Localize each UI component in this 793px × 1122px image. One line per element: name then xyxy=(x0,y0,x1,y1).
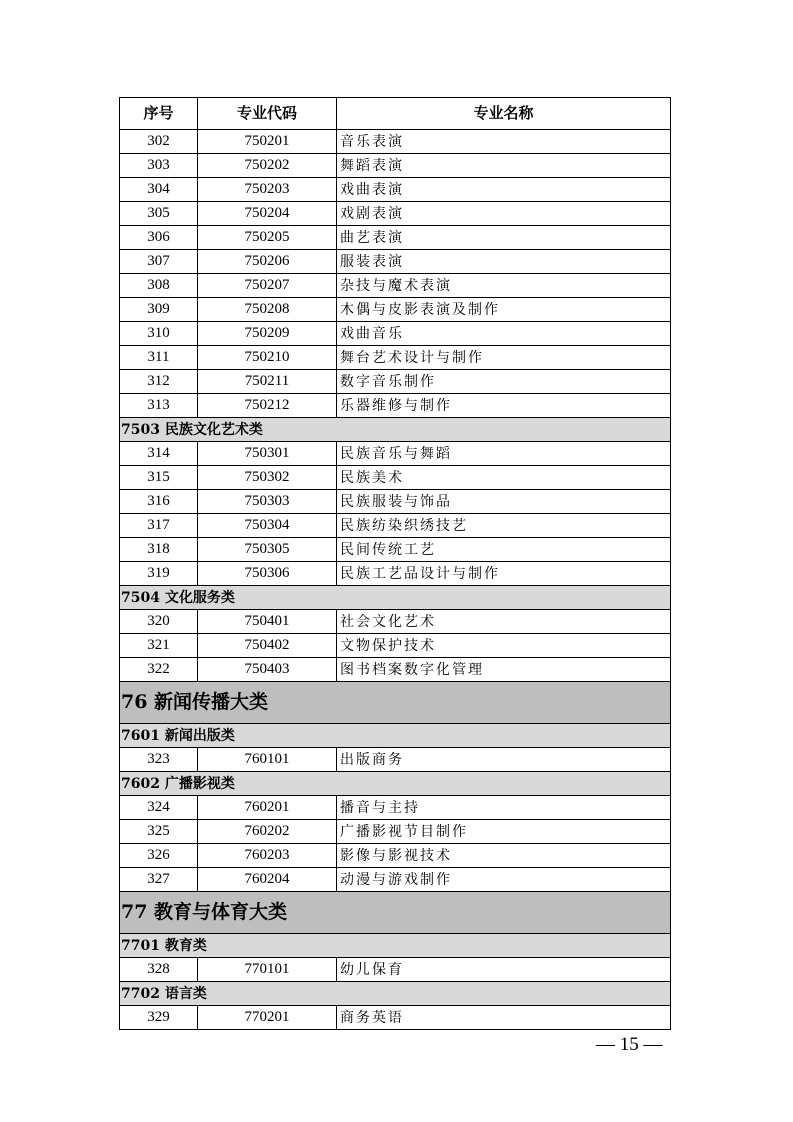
major-code: 760101 xyxy=(198,748,337,772)
major-code: 770201 xyxy=(198,1006,337,1030)
serial-number: 320 xyxy=(120,610,198,634)
table-row xyxy=(120,658,671,682)
table-row xyxy=(120,796,671,820)
serial-number: 317 xyxy=(120,514,198,538)
table-row xyxy=(120,442,671,466)
serial-number: 305 xyxy=(120,202,198,226)
serial-number: 318 xyxy=(120,538,198,562)
table-row xyxy=(120,844,671,868)
table-row xyxy=(120,130,671,154)
table-row xyxy=(120,322,671,346)
major-code: 750207 xyxy=(198,274,337,298)
major-name: 民族音乐与舞蹈 xyxy=(337,442,671,466)
table-row xyxy=(120,958,671,982)
major-name: 动漫与游戏制作 xyxy=(337,868,671,892)
serial-number: 323 xyxy=(120,748,198,772)
serial-number: 311 xyxy=(120,346,198,370)
subcategory-label: 7601 新闻出版类 xyxy=(120,724,671,748)
major-code: 750203 xyxy=(198,178,337,202)
major-name: 戏曲表演 xyxy=(337,178,671,202)
serial-number: 328 xyxy=(120,958,198,982)
serial-number: 307 xyxy=(120,250,198,274)
table-row xyxy=(120,1006,671,1030)
table-row xyxy=(120,394,671,418)
serial-number: 308 xyxy=(120,274,198,298)
table-row xyxy=(120,274,671,298)
serial-number: 309 xyxy=(120,298,198,322)
major-name: 文物保护技术 xyxy=(337,634,671,658)
major-name: 民族服装与饰品 xyxy=(337,490,671,514)
table-row xyxy=(120,562,671,586)
major-name: 戏曲音乐 xyxy=(337,322,671,346)
major-code: 760201 xyxy=(198,796,337,820)
serial-number: 302 xyxy=(120,130,198,154)
serial-number: 315 xyxy=(120,466,198,490)
major-code: 750304 xyxy=(198,514,337,538)
major-name: 民族纺染织绣技艺 xyxy=(337,514,671,538)
subcategory-row xyxy=(120,586,671,610)
serial-number: 316 xyxy=(120,490,198,514)
table-row xyxy=(120,298,671,322)
subcategory-label: 7702 语言类 xyxy=(120,982,671,1006)
major-category-label: 77 教育与体育大类 xyxy=(120,892,671,934)
table-row xyxy=(120,370,671,394)
major-name: 图书档案数字化管理 xyxy=(337,658,671,682)
subcategory-label: 7602 广播影视类 xyxy=(120,772,671,796)
serial-number: 304 xyxy=(120,178,198,202)
major-category-row xyxy=(120,682,671,724)
table-row xyxy=(120,490,671,514)
majors-table xyxy=(119,97,671,1030)
major-code: 760203 xyxy=(198,844,337,868)
table-row xyxy=(120,346,671,370)
serial-number: 314 xyxy=(120,442,198,466)
major-code: 760204 xyxy=(198,868,337,892)
table-row xyxy=(120,250,671,274)
table-row xyxy=(120,634,671,658)
major-code: 770101 xyxy=(198,958,337,982)
major-name: 舞蹈表演 xyxy=(337,154,671,178)
major-name: 服装表演 xyxy=(337,250,671,274)
serial-number: 329 xyxy=(120,1006,198,1030)
major-name: 商务英语 xyxy=(337,1006,671,1030)
serial-number: 313 xyxy=(120,394,198,418)
table-row xyxy=(120,610,671,634)
header-serial: 序号 xyxy=(120,98,198,130)
major-name: 乐器维修与制作 xyxy=(337,394,671,418)
major-name: 戏剧表演 xyxy=(337,202,671,226)
major-code: 750305 xyxy=(198,538,337,562)
serial-number: 326 xyxy=(120,844,198,868)
table-row xyxy=(120,202,671,226)
serial-number: 303 xyxy=(120,154,198,178)
major-code: 750301 xyxy=(198,442,337,466)
serial-number: 306 xyxy=(120,226,198,250)
major-name: 民族美术 xyxy=(337,466,671,490)
table-body xyxy=(120,130,671,1030)
subcategory-row xyxy=(120,418,671,442)
serial-number: 312 xyxy=(120,370,198,394)
table-row xyxy=(120,868,671,892)
major-name: 音乐表演 xyxy=(337,130,671,154)
table-row xyxy=(120,226,671,250)
major-code: 750208 xyxy=(198,298,337,322)
major-code: 750212 xyxy=(198,394,337,418)
major-code: 750206 xyxy=(198,250,337,274)
subcategory-label: 7701 教育类 xyxy=(120,934,671,958)
major-name: 数字音乐制作 xyxy=(337,370,671,394)
table-row xyxy=(120,748,671,772)
major-code: 750302 xyxy=(198,466,337,490)
major-code: 750201 xyxy=(198,130,337,154)
serial-number: 322 xyxy=(120,658,198,682)
serial-number: 325 xyxy=(120,820,198,844)
major-name: 木偶与皮影表演及制作 xyxy=(337,298,671,322)
major-name: 舞台艺术设计与制作 xyxy=(337,346,671,370)
subcategory-row xyxy=(120,772,671,796)
major-name: 民族工艺品设计与制作 xyxy=(337,562,671,586)
page-number: — 15 — xyxy=(596,1034,663,1055)
major-name: 广播影视节目制作 xyxy=(337,820,671,844)
major-category-label: 76 新闻传播大类 xyxy=(120,682,671,724)
table-header xyxy=(120,98,671,130)
subcategory-label: 7503 民族文化艺术类 xyxy=(120,418,671,442)
major-name: 影像与影视技术 xyxy=(337,844,671,868)
major-code: 750205 xyxy=(198,226,337,250)
header-code: 专业代码 xyxy=(198,98,337,130)
table-row xyxy=(120,538,671,562)
table-row xyxy=(120,820,671,844)
serial-number: 319 xyxy=(120,562,198,586)
major-code: 750306 xyxy=(198,562,337,586)
major-name: 民间传统工艺 xyxy=(337,538,671,562)
major-code: 750210 xyxy=(198,346,337,370)
subcategory-row xyxy=(120,982,671,1006)
subcategory-row xyxy=(120,724,671,748)
subcategory-row xyxy=(120,934,671,958)
subcategory-label: 7504 文化服务类 xyxy=(120,586,671,610)
major-code: 750303 xyxy=(198,490,337,514)
serial-number: 327 xyxy=(120,868,198,892)
major-code: 750403 xyxy=(198,658,337,682)
table-row xyxy=(120,514,671,538)
header-name: 专业名称 xyxy=(337,98,671,130)
major-code: 750401 xyxy=(198,610,337,634)
major-code: 750209 xyxy=(198,322,337,346)
serial-number: 310 xyxy=(120,322,198,346)
table-row xyxy=(120,466,671,490)
major-code: 750402 xyxy=(198,634,337,658)
table-row xyxy=(120,154,671,178)
major-name: 社会文化艺术 xyxy=(337,610,671,634)
major-name: 杂技与魔术表演 xyxy=(337,274,671,298)
serial-number: 324 xyxy=(120,796,198,820)
major-name: 曲艺表演 xyxy=(337,226,671,250)
major-category-row xyxy=(120,892,671,934)
major-name: 出版商务 xyxy=(337,748,671,772)
major-code: 750211 xyxy=(198,370,337,394)
table-row xyxy=(120,178,671,202)
serial-number: 321 xyxy=(120,634,198,658)
major-code: 750202 xyxy=(198,154,337,178)
major-code: 750204 xyxy=(198,202,337,226)
major-name: 播音与主持 xyxy=(337,796,671,820)
major-code: 760202 xyxy=(198,820,337,844)
major-name: 幼儿保育 xyxy=(337,958,671,982)
